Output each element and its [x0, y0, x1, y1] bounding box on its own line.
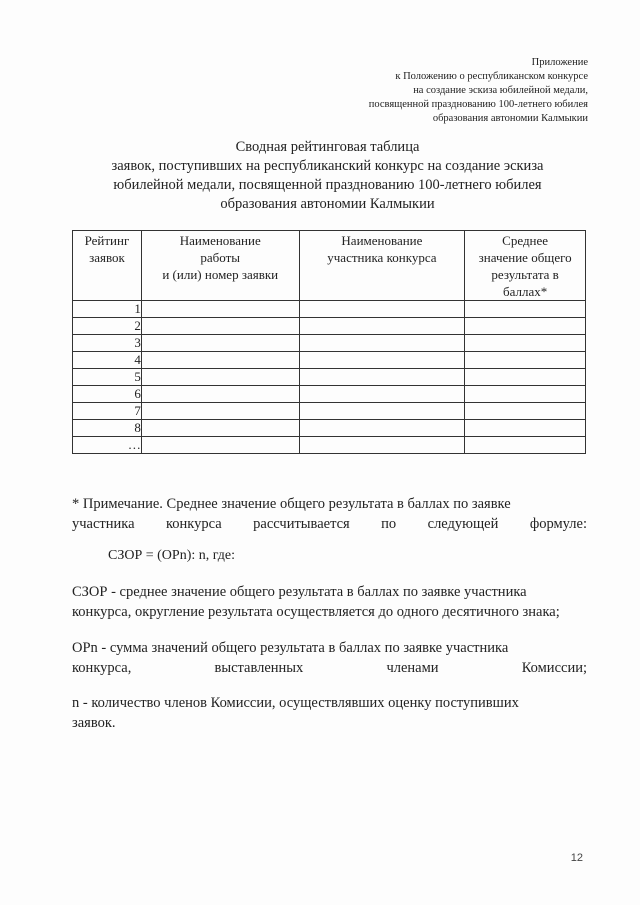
- rating-cell: 1: [73, 301, 142, 318]
- title-line: заявок, поступивших на республиканский конкурс на создание эскиза: [111, 158, 544, 174]
- table-row: [73, 437, 586, 454]
- rating-cell: …: [73, 437, 142, 454]
- participant-cell: [299, 352, 465, 369]
- table-row: [73, 318, 586, 335]
- participant-cell: [299, 420, 465, 437]
- work-cell: [141, 420, 299, 437]
- table-row: [73, 335, 586, 352]
- work-cell: [141, 403, 299, 420]
- score-cell: [465, 369, 586, 386]
- note-line: * Примечание. Среднее значение общего результата в баллах по заявке: [72, 496, 511, 512]
- appendix-header: [369, 56, 588, 126]
- score-cell: [465, 335, 586, 352]
- table-row: [73, 369, 586, 386]
- header-rating: Рейтинг заявок: [73, 231, 142, 301]
- score-cell: [465, 437, 586, 454]
- score-cell: [465, 386, 586, 403]
- work-cell: [141, 318, 299, 335]
- work-cell: [141, 352, 299, 369]
- appendix-line: к Положению о республиканском конкурсе: [395, 71, 588, 82]
- page-number: 12: [570, 852, 583, 864]
- definition-n-cont: заявок.: [72, 715, 116, 731]
- appendix-line: на создание эскиза юбилейной медали,: [413, 85, 588, 96]
- participant-cell: [299, 335, 465, 352]
- document-title: [60, 138, 595, 214]
- header-participant: Наименование участника конкурса: [299, 231, 465, 301]
- score-cell: [465, 352, 586, 369]
- table-row: [73, 386, 586, 403]
- header-work-name: Наименование работы и (или) номер заявки: [141, 231, 299, 301]
- participant-cell: [299, 403, 465, 420]
- rating-cell: 8: [73, 420, 142, 437]
- rating-cell: 5: [73, 369, 142, 386]
- appendix-line: Приложение: [531, 57, 588, 68]
- rating-cell: 6: [73, 386, 142, 403]
- definition-n: n - количество членов Комиссии, осуществлявших оценку поступивших: [72, 695, 519, 711]
- definition-szor-cont: конкурса, округление результата осуществляется до одного десятичного знака;: [72, 604, 560, 620]
- work-cell: [141, 386, 299, 403]
- rating-cell: 4: [73, 352, 142, 369]
- appendix-line: посвященной празднованию 100-летнего юбилея: [368, 99, 588, 110]
- participant-cell: [299, 318, 465, 335]
- title-line: образования автономии Калмыкии: [220, 196, 435, 212]
- score-cell: [465, 318, 586, 335]
- participant-cell: [299, 369, 465, 386]
- work-cell: [141, 437, 299, 454]
- score-cell: [465, 301, 586, 318]
- score-cell: [465, 403, 586, 420]
- rating-cell: 7: [73, 403, 142, 420]
- definition-szor: СЗОР - среднее значение общего результата в баллах по заявке участника: [72, 584, 527, 600]
- rating-cell: 3: [73, 335, 142, 352]
- work-cell: [141, 301, 299, 318]
- table-row: [73, 301, 586, 318]
- title-line: Сводная рейтинговая таблица: [235, 139, 420, 155]
- appendix-line: образования автономии Калмыкии: [432, 113, 588, 124]
- work-cell: [141, 335, 299, 352]
- score-cell: [465, 420, 586, 437]
- table-header-row: [73, 231, 586, 301]
- definition-orn: ОРn - сумма значений общего результата в баллах по заявке участника: [72, 640, 509, 656]
- definition-orn-cont: конкурса, выставленных членами Комиссии;: [72, 660, 587, 676]
- table-row: [73, 403, 586, 420]
- formula: СЗОР = (ОРn): n, где:: [108, 548, 236, 563]
- title-line: юбилейной медали, посвященной празднованию 100-летнего юбилея: [113, 177, 542, 193]
- rating-cell: 2: [73, 318, 142, 335]
- work-cell: [141, 369, 299, 386]
- note-line: участника конкурса рассчитывается по следующей формуле:: [72, 516, 587, 532]
- participant-cell: [299, 301, 465, 318]
- participant-cell: [299, 386, 465, 403]
- header-average-score: Среднее значение общего результата в баллах*: [465, 231, 586, 301]
- table-row: [73, 352, 586, 369]
- table-row: [73, 420, 586, 437]
- rating-table: [72, 230, 586, 454]
- participant-cell: [299, 437, 465, 454]
